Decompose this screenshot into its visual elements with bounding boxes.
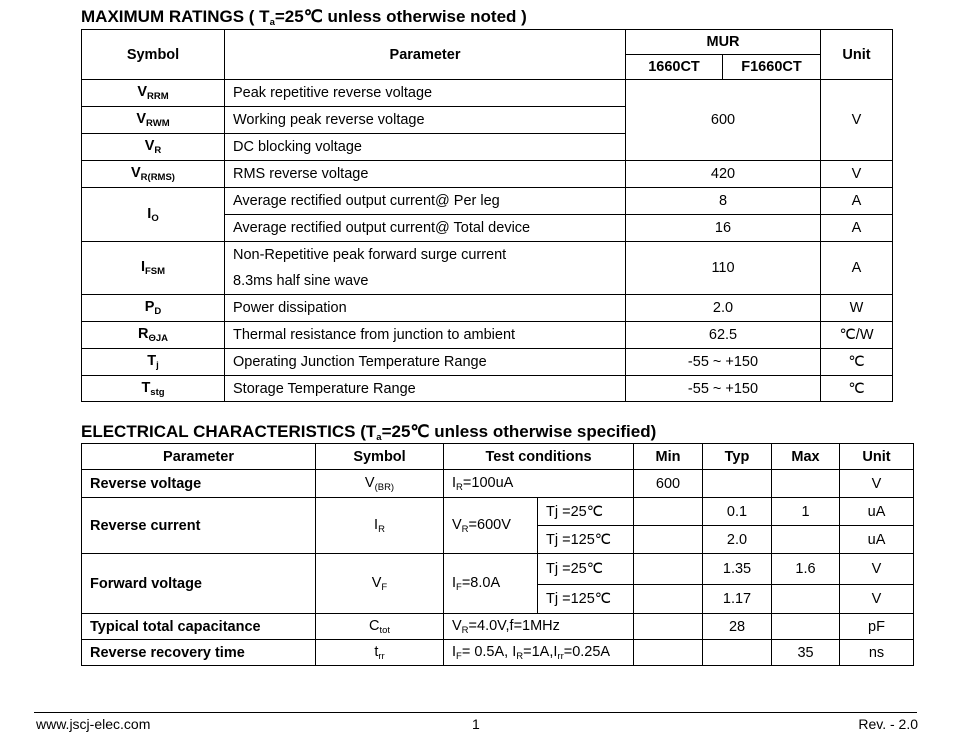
symbol-cell: $I_O$ — [82, 188, 225, 242]
min-cell — [634, 526, 703, 554]
table-row — [82, 322, 893, 349]
value-cell: 600 — [626, 80, 821, 161]
page-number: 1 — [472, 716, 480, 732]
max-cell — [772, 585, 840, 614]
parameter-cell: RMS reverse voltage — [225, 161, 626, 188]
unit-cell: pF — [840, 614, 914, 640]
header-symbol: Symbol — [316, 444, 444, 470]
condition-cell: $I_F=8.0A$ — [444, 554, 538, 614]
parameter-cell: Typical total capacitance — [82, 614, 316, 640]
min-cell: 600 — [634, 470, 703, 498]
header-max: Max — [772, 444, 840, 470]
condition-cell: $V_R=4.0V,f=1MHz$ — [444, 614, 634, 640]
value-cell: 420 — [626, 161, 821, 188]
max-cell: 1 — [772, 498, 840, 526]
value-cell: 62.5 — [626, 322, 821, 349]
table-row — [82, 242, 893, 295]
symbol-cell: $V_{R(RMS)}$ — [82, 161, 225, 188]
parameter-cell: Reverse current — [82, 498, 316, 554]
value-cell: 2.0 — [626, 295, 821, 322]
header-unit: Unit — [821, 30, 893, 80]
parameter-cell: Average rectified output current@ Total device — [225, 215, 626, 242]
table-row — [82, 295, 893, 322]
symbol-cell: $I_{FSM}$ — [82, 242, 225, 295]
symbol-cell: $V_{RWM}$ — [82, 107, 225, 134]
elec-title: ELECTRICAL CHARACTERISTICS ($T_a=25℃$ unless otherwise specified) — [81, 422, 657, 443]
typ-cell: 2.0 — [703, 526, 772, 554]
header-typ: Typ — [703, 444, 772, 470]
symbol-cell: $P_D$ — [82, 295, 225, 322]
unit-cell: V — [821, 80, 893, 161]
header-min: Min — [634, 444, 703, 470]
unit-cell: uA — [840, 526, 914, 554]
unit-cell: V — [840, 470, 914, 498]
min-cell — [634, 614, 703, 640]
table-row — [82, 349, 893, 376]
parameter-cell: Average rectified output current@ Per leg — [225, 188, 626, 215]
table-row — [82, 161, 893, 188]
symbol-cell: $V_F$ — [316, 554, 444, 614]
unit-cell: A — [821, 215, 893, 242]
header-unit: Unit — [840, 444, 914, 470]
table-row — [82, 376, 893, 402]
header-mur: MUR — [626, 30, 821, 55]
symbol-cell: $I_R$ — [316, 498, 444, 554]
max-ratings-table — [81, 29, 893, 402]
table-row — [82, 498, 914, 526]
symbol-cell: $R_{\Theta JA}$ — [82, 322, 225, 349]
max-cell — [772, 526, 840, 554]
unit-cell: A — [821, 188, 893, 215]
table-row — [82, 188, 893, 215]
temp-cell: Tj =125℃ — [538, 526, 634, 554]
value-cell: 16 — [626, 215, 821, 242]
parameter-cell: Operating Junction Temperature Range — [225, 349, 626, 376]
condition-cell: $I_F= 0.5A$, $I_R=1A,I_{rr}=0.25A$ — [444, 640, 634, 666]
parameter-cell: Peak repetitive reverse voltage — [225, 80, 626, 107]
unit-cell: ℃ — [821, 349, 893, 376]
symbol-cell: $V_{(BR)}$ — [316, 470, 444, 498]
condition-cell: $V_R=600V$ — [444, 498, 538, 554]
value-cell: 110 — [626, 242, 821, 295]
symbol-cell: $V_R$ — [82, 134, 225, 161]
parameter-cell: Non-Repetitive peak forward surge current 8.3ms half sine wave — [225, 242, 626, 295]
max-cell: 1.6 — [772, 554, 840, 585]
min-cell — [634, 640, 703, 666]
typ-cell: 28 — [703, 614, 772, 640]
min-cell — [634, 585, 703, 614]
parameter-cell: DC blocking voltage — [225, 134, 626, 161]
header-test-conditions: Test conditions — [444, 444, 634, 470]
typ-cell — [703, 640, 772, 666]
typ-cell — [703, 470, 772, 498]
symbol-cell: $t_{rr}$ — [316, 640, 444, 666]
table-row — [82, 470, 914, 498]
revision-label: Rev. - 2.0 — [858, 716, 918, 732]
value-cell: -55 ~ +150 — [626, 376, 821, 402]
header-symbol: Symbol — [82, 30, 225, 80]
header-parameter: Parameter — [225, 30, 626, 80]
table-row — [82, 80, 893, 107]
symbol-cell: $C_{tot}$ — [316, 614, 444, 640]
parameter-cell: Forward voltage — [82, 554, 316, 614]
parameter-cell: Storage Temperature Range — [225, 376, 626, 402]
parameter-cell: Reverse voltage — [82, 470, 316, 498]
min-cell — [634, 554, 703, 585]
parameter-cell: Thermal resistance from junction to ambient — [225, 322, 626, 349]
typ-cell: 1.35 — [703, 554, 772, 585]
table-row — [82, 614, 914, 640]
max-cell: 35 — [772, 640, 840, 666]
unit-cell: W — [821, 295, 893, 322]
condition-cell: $I_R=100uA$ — [444, 470, 634, 498]
symbol-cell: $T_j$ — [82, 349, 225, 376]
unit-cell: ns — [840, 640, 914, 666]
unit-cell: A — [821, 242, 893, 295]
parameter-cell: Working peak reverse voltage — [225, 107, 626, 134]
typ-cell: 0.1 — [703, 498, 772, 526]
table-header-row — [82, 444, 914, 470]
parameter-cell: Power dissipation — [225, 295, 626, 322]
header-f1660ct: F1660CT — [723, 55, 821, 80]
temp-cell: Tj =25℃ — [538, 554, 634, 585]
electrical-table — [81, 443, 914, 666]
unit-cell: V — [821, 161, 893, 188]
table-header-row — [82, 30, 893, 55]
max-cell — [772, 470, 840, 498]
table-row — [82, 640, 914, 666]
footer-divider — [34, 712, 917, 713]
unit-cell: V — [840, 585, 914, 614]
header-1660ct: 1660CT — [626, 55, 723, 80]
symbol-cell: $T_{stg}$ — [82, 376, 225, 402]
unit-cell: V — [840, 554, 914, 585]
unit-cell: ℃/W — [821, 322, 893, 349]
max-cell — [772, 614, 840, 640]
symbol-cell: $V_{RRM}$ — [82, 80, 225, 107]
unit-cell: uA — [840, 498, 914, 526]
temp-cell: Tj =25℃ — [538, 498, 634, 526]
value-cell: -55 ~ +150 — [626, 349, 821, 376]
table-row — [82, 554, 914, 585]
parameter-cell: Reverse recovery time — [82, 640, 316, 666]
header-parameter: Parameter — [82, 444, 316, 470]
typ-cell: 1.17 — [703, 585, 772, 614]
value-cell: 8 — [626, 188, 821, 215]
unit-cell: ℃ — [821, 376, 893, 402]
max-ratings-title: MAXIMUM RATINGS ( $T_a=25℃$ unless otherwise noted ) — [81, 7, 527, 28]
min-cell — [634, 498, 703, 526]
footer-website: www.jscj-elec.com — [36, 716, 151, 732]
temp-cell: Tj =125℃ — [538, 585, 634, 614]
